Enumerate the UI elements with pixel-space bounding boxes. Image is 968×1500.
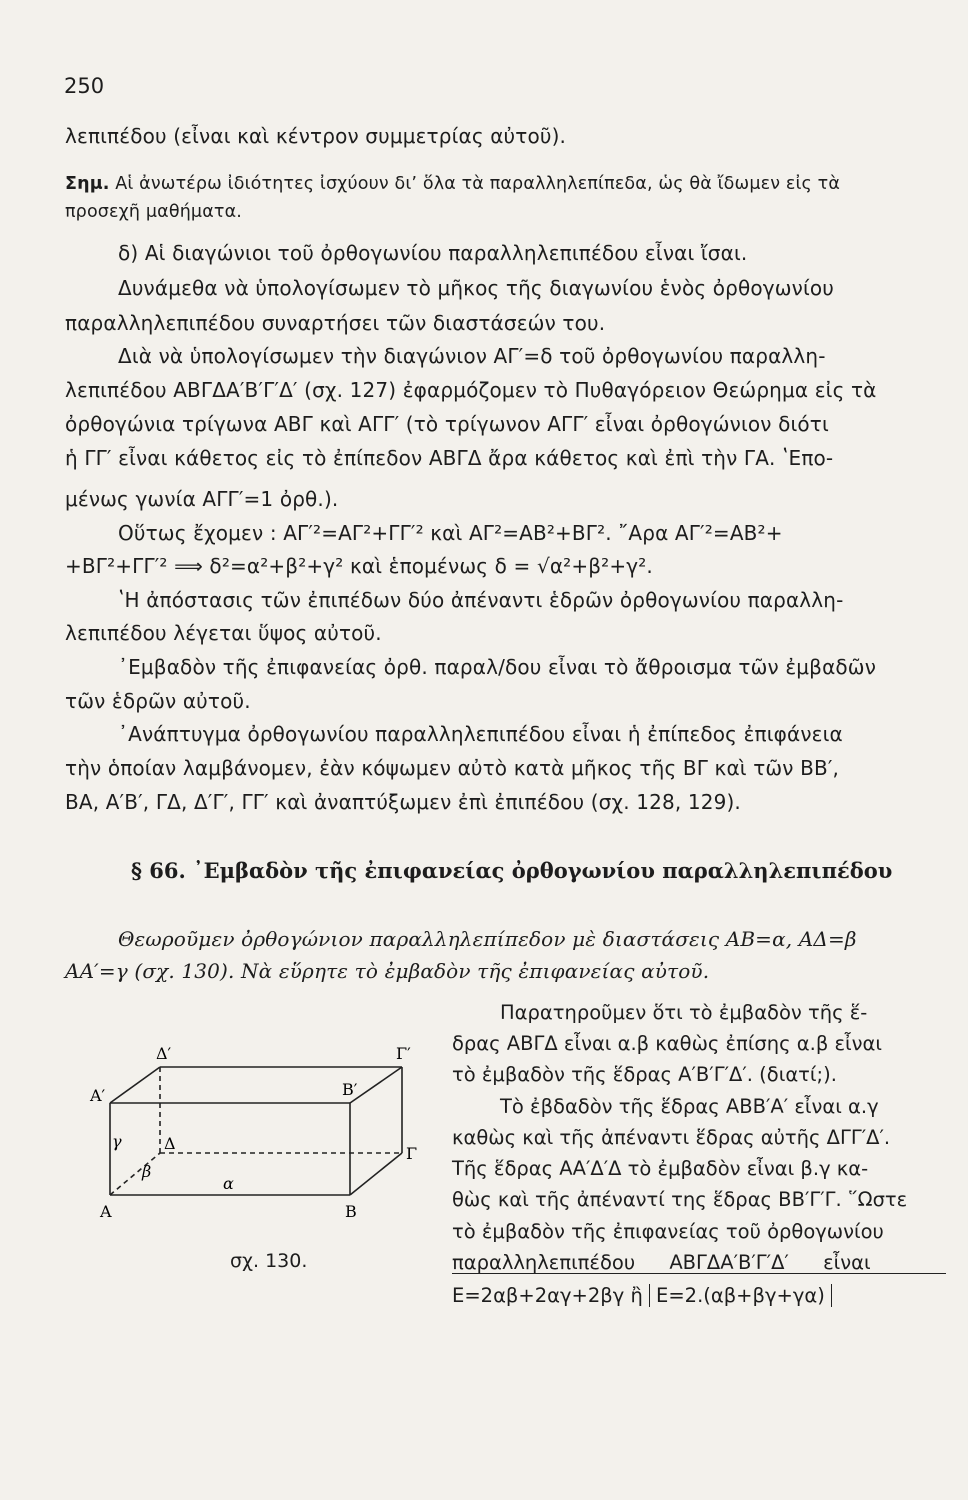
right-text-line: τὸ ἐμβαδὸν τῆς ἕδρας Α′Β′Γ′Δ′. (διατί;). — [452, 1063, 837, 1086]
equation-line: Οὕτως ἔχομεν : ΑΓ′²=ΑΓ²+ΓΓ′² καὶ ΑΓ²=ΑΒ²+ΒΓ². ῎Αρα ΑΓ′²=ΑΒ²+ — [118, 521, 783, 545]
right-text-line: Τῆς ἕδρας ΑΑ′Δ′Δ τὸ ἐμβαδὸν εἶναι β.γ κα- — [452, 1157, 869, 1180]
text-line: ᾿Ανάπτυγμα ὀρθογωνίου παραλληλεπιπέδου εἶναι ἡ ἐπίπεδος ἐπιφάνεια — [118, 722, 843, 746]
right-text-line: Παρατηροῦμεν ὅτι τὸ ἐμβαδὸν τῆς ἕ- — [500, 1001, 868, 1024]
section-title: ᾿Εμβαδὸν τῆς ἐπιφανείας ὀρθογωνίου παραλληλεπιπέδου — [193, 858, 893, 883]
label-gamma: γ — [112, 1132, 122, 1151]
right-text-line: θὼς καὶ τῆς ἀπέναντί της ἕδρας ΒΒ′Γ′Γ. ῞Ωστε — [452, 1188, 908, 1211]
label-D-prime: Δ′ — [156, 1044, 172, 1063]
section-heading — [131, 858, 892, 883]
label-A-prime: Α′ — [90, 1086, 106, 1105]
page-number: 250 — [64, 74, 105, 98]
label-D: Δ — [164, 1134, 176, 1153]
text-line: Διὰ νὰ ὑπολογίσωμεν τὴν διαγώνιον ΑΓ′=δ τοῦ ὀρθογωνίου παραλλη- — [118, 344, 826, 368]
text-line: δ) Αἱ διαγώνιοι τοῦ ὀρθογωνίου παραλληλεπιπέδου εἶναι ἴσαι. — [118, 241, 748, 265]
label-beta: β — [142, 1162, 152, 1181]
section-number: § 66. — [131, 858, 186, 883]
note-label: Σημ. — [65, 174, 110, 194]
formula-expanded: Ε=2αβ+2αγ+2βγ — [452, 1284, 625, 1307]
note-line: προσεχῆ μαθήματα. — [65, 202, 242, 222]
note-line — [65, 171, 840, 197]
text-line: ΒΑ, Α′Β′, ΓΔ, Δ′Γ′, ΓΓ′ καὶ ἀναπτύξωμεν ἐπὶ ἐπιπέδου (σχ. 128, 129). — [65, 790, 741, 814]
label-A: Α — [100, 1202, 112, 1221]
right-text-line: δρας ΑΒΓΔ εἶναι α.β καθὼς ἐπίσης α.β εἶναι — [452, 1032, 882, 1055]
text-line: λεπιπέδου ΑΒΓΔΑ′Β′Γ′Δ′ (σχ. 127) ἐφαρμόζομεν τὸ Πυθαγόρειον Θεώρημα εἰς τὰ — [65, 378, 877, 402]
text-line: ʽΗ ἀπόστασις τῶν ἐπιπέδων δύο ἀπέναντι ἑδρῶν ὀρθογωνίου παραλλη- — [118, 588, 844, 612]
problem-line: Θεωροῦμεν ὀρθογώνιον παραλληλεπίπεδον μὲ διαστάσεις ΑΒ=α, ΑΔ=β — [118, 927, 857, 951]
right-text-line: τὸ ἐμβαδὸν τῆς ἐπιφανείας τοῦ ὀρθογωνίου — [452, 1220, 884, 1243]
formula-boxed: Ε=2.(αβ+βγ+γα) — [649, 1284, 832, 1307]
figure-caption: σχ. 130. — [230, 1250, 308, 1272]
equation-line: +ΒΓ²+ΓΓ′² ⟹ δ²=α²+β²+γ² καὶ ἑπομένως δ = √α²+β²+γ². — [65, 554, 653, 578]
text-line: ὀρθογώνια τρίγωνα ΑΒΓ καὶ ΑΓΓ′ (τὸ τρίγωνον ΑΓΓ′ εἶναι ὀρθογώνιον διότι — [65, 412, 829, 436]
label-G: Γ — [406, 1144, 418, 1163]
formula-connector: ἢ — [630, 1284, 643, 1307]
right-last-mid: ΑΒΓΔΑ′Β′Γ′Δ′ — [669, 1251, 789, 1274]
text-line: λεπιπέδου (εἶναι καὶ κέντρον συμμετρίας αὐτοῦ). — [65, 124, 567, 148]
text-line: μένως γωνία ΑΓΓ′=1 ὀρθ.). — [65, 487, 339, 511]
right-text-line: Τὸ ἐβδαδὸν τῆς ἕδρας ΑΒΒ′Α′ εἶναι α.γ — [500, 1095, 879, 1118]
label-B-prime: Β′ — [342, 1080, 358, 1099]
formula-rule — [452, 1273, 946, 1274]
label-G-prime: Γ′ — [396, 1044, 411, 1063]
right-text-line: καθὼς καὶ τῆς ἀπέναντι ἕδρας αὐτῆς ΔΓΓ′Δ′. — [452, 1126, 891, 1149]
right-last-left: παραλληλεπιπέδου — [452, 1251, 636, 1274]
text-line: παραλληλεπιπέδου συναρτήσει τῶν διαστάσεών του. — [65, 311, 606, 335]
text-line: τὴν ὁποίαν λαμβάνομεν, ἐὰν κόψωμεν αὐτὸ κατὰ μῆκος τῆς ΒΓ καὶ τῶν ΒΒ′, — [65, 756, 840, 780]
problem-line: ΑΑ′=γ (σχ. 130). Νὰ εὕρητε τὸ ἐμβαδὸν τῆς ἐπιφανείας αὐτοῦ. — [65, 959, 710, 983]
surface-formula — [452, 1283, 832, 1309]
text-line: τῶν ἑδρῶν αὐτοῦ. — [65, 689, 251, 713]
label-B: Β — [345, 1202, 357, 1221]
right-last-right: εἶναι — [823, 1251, 871, 1274]
text-line: λεπιπέδου λέγεται ὕψος αὐτοῦ. — [65, 621, 382, 645]
parallelepiped-figure — [80, 1035, 420, 1250]
text-line: Δυνάμεθα νὰ ὑπολογίσωμεν τὸ μῆκος τῆς διαγωνίου ἑνὸς ὀρθογωνίου — [118, 276, 834, 300]
label-alpha: α — [223, 1174, 234, 1193]
text-line: ἡ ΓΓ′ εἶναι κάθετος εἰς τὸ ἐπίπεδον ΑΒΓΔ ἄρα κάθετος καὶ ἐπὶ τὴν ΓΑ. ʽΕπο- — [65, 446, 834, 470]
note-text: Αἱ ἀνωτέρω ἰδιότητες ἰσχύουν δι’ ὅλα τὰ παραλληλεπίπεδα, ὡς θὰ ἴδωμεν εἰς τὰ — [115, 174, 841, 194]
text-line: ᾿Εμβαδὸν τῆς ἐπιφανείας ὀρθ. παραλ/δου εἶναι τὸ ἄθροισμα τῶν ἐμβαδῶν — [118, 655, 877, 679]
